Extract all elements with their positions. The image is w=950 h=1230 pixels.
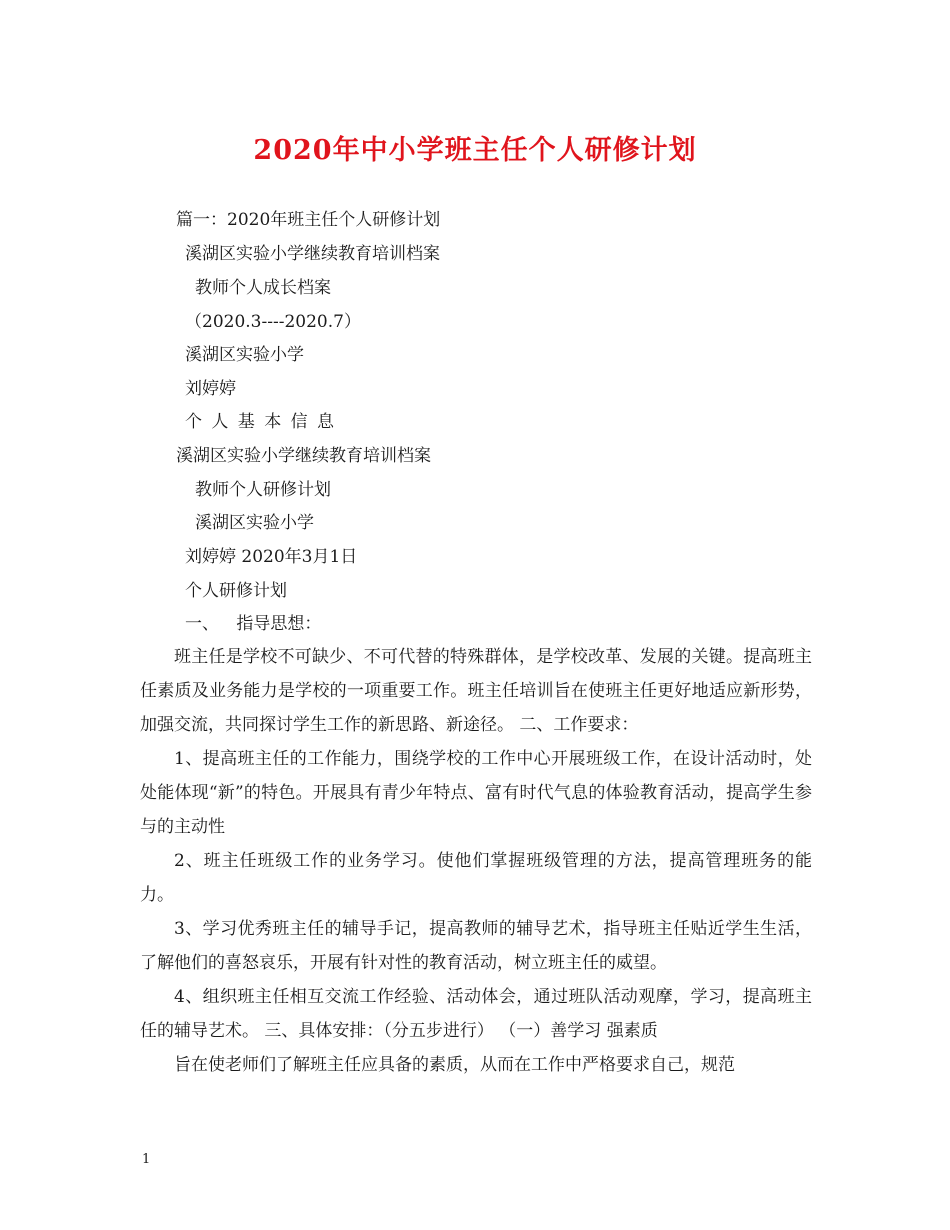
body-paragraph: 4、组织班主任相互交流工作经验、活动体会，通过班队活动观摩，学习，提高班主任的辅导艺术。 三、具体安排：（分五步进行） （一）善学习 强素质 <box>140 987 812 1041</box>
header-line: 刘婷婷 2020年3月1日 <box>185 547 358 567</box>
body-paragraph: 3、学习优秀班主任的辅导手记，提高教师的辅导艺术，指导班主任贴近学生生活，了解他们的喜怒哀乐，开展有针对性的教育活动，树立班主任的威望。 <box>140 919 812 973</box>
header-line: 溪湖区实验小学 <box>195 513 314 533</box>
header-line: 刘婷婷 <box>185 379 236 399</box>
header-line: 溪湖区实验小学继续教育培训档案 <box>185 244 440 264</box>
header-line: 溪湖区实验小学继续教育培训档案 <box>176 446 431 466</box>
header-line: 教师个人成长档案 <box>195 278 331 298</box>
header-line: 个人研修计划 <box>185 581 287 601</box>
header-line: 教师个人研修计划 <box>195 480 331 500</box>
header-line: 溪湖区实验小学 <box>185 345 304 365</box>
page-number: 1 <box>142 1152 151 1167</box>
header-line: 篇一：2020年班主任个人研修计划 <box>176 210 441 230</box>
section-heading: 一、 指导思想： <box>185 614 322 634</box>
header-line: 个 人 基 本 信 息 <box>185 412 335 432</box>
body-paragraph: 班主任是学校不可缺少、不可代替的特殊群体，是学校改革、发展的关键。提高班主任素质及业务能力是学校的一项重要工作。班主任培训旨在使班主任更好地适应新形势，加强交流，共同探讨学生工作的新思路、新途径。 二、工作要求： <box>140 647 812 735</box>
document-title: 2020年中小学班主任个人研修计划 <box>253 135 697 166</box>
body-paragraph: 旨在使老师们了解班主任应具备的素质，从而在工作中严格要求自己，规范 <box>174 1055 735 1075</box>
body-paragraph: 1、提高班主任的工作能力，围绕学校的工作中心开展班级工作，在设计活动时，处处能体现“新”的特色。开展具有青少年特点、富有时代气息的体验教育活动，提高学生参与的主动性 <box>140 749 812 837</box>
header-line: （2020.3----2020.7） <box>185 312 361 332</box>
body-paragraph: 2、班主任班级工作的业务学习。使他们掌握班级管理的方法，提高管理班务的能力。 <box>140 851 812 905</box>
